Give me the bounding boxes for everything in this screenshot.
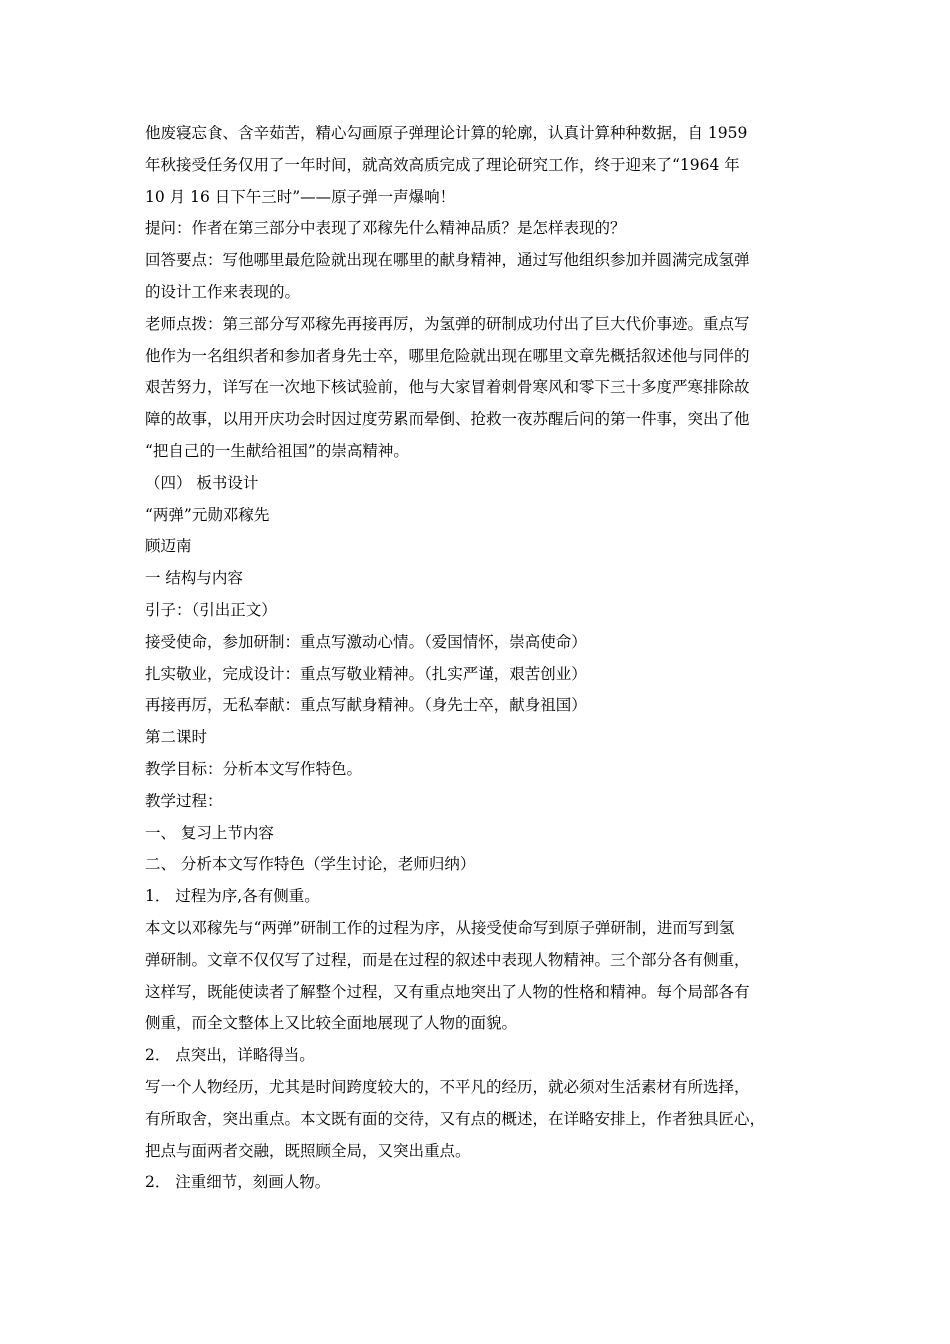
feature-2-text-2: 有所取舍，突出重点。本文既有面的交待，又有点的概述，在详略安排上，作者独具匠心， <box>145 1109 766 1128</box>
process-step-1: 一、 复习上节内容 <box>145 823 274 842</box>
teacher-note-line-1: 老师点拨：第三部分写邓稼先再接再厉，为氢弹的研制成功付出了巨大代价事迹。重点写 <box>145 314 750 333</box>
teaching-process-heading: 教学过程： <box>145 791 223 810</box>
text-line-1: 他废寝忘食、含辛茹苦，精心勾画原子弹理论计算的轮廓，认真计算种种数据，自 1959 <box>145 124 748 142</box>
board-item-2: 扎实敬业，完成设计：重点写敬业精神。（扎实严谨，艰苦创业） <box>145 664 587 683</box>
teacher-note-line-3: 艰苦努力，详写在一次地下核试验前，他与大家冒着刺骨寒风和零下三十多度严寒排除故 <box>145 378 750 397</box>
text-line-2: 年秋接受任务仅用了一年时间，就高效高质完成了理论研究工作，终于迎来了“1964 年 <box>145 155 740 174</box>
board-title: “两弹”元勋邓稼先 <box>145 505 270 524</box>
section-heading-board-design: （四） 板书设计 <box>145 473 259 492</box>
feature-1-heading: 1． 过程为序,各有侧重。 <box>145 887 320 906</box>
board-author: 顾迈南 <box>145 537 192 556</box>
answer-line-2: 的设计工作来表现的。 <box>145 282 301 301</box>
text-line-3: 10 月 16 日下午三时”——原子弹一声爆响！ <box>145 187 456 206</box>
feature-1-text-3: 这样写，既能使读者了解整个过程，又有重点地突出了人物的性格和精神。每个局部各有 <box>145 982 750 1001</box>
feature-2-text-3: 把点与面两者交融，既照顾全局，又突出重点。 <box>145 1141 471 1160</box>
answer-line-1: 回答要点：写他哪里最危险就出现在哪里的献身精神，通过写他组织参加并圆满完成氢弹 <box>145 251 750 270</box>
feature-1-text-2: 弹研制。文章不仅仅写了过程，而是在过程的叙述中表现人物精神。三个部分各有侧重， <box>145 950 750 969</box>
feature-2-text-1: 写一个人物经历，尤其是时间跨度较大的，不平凡的经历，就必须对生活素材有所选择， <box>145 1077 750 1096</box>
lesson-two-heading: 第二课时 <box>145 728 208 747</box>
process-step-2: 二、 分析本文写作特色（学生讨论，老师归纳） <box>145 855 476 874</box>
board-item-intro: 引子：（引出正文） <box>145 600 277 619</box>
document-body <box>145 118 815 1199</box>
board-item-1: 接受使命，参加研制：重点写激动心情。（爱国情怀，崇高使命） <box>145 632 587 651</box>
teaching-goal: 教学目标：分析本文写作特色。 <box>145 759 363 778</box>
feature-2-heading: 2． 点突出，详略得当。 <box>145 1046 315 1065</box>
feature-1-text-4: 侧重，而全文整体上又比较全面地展现了人物的面貌。 <box>145 1014 518 1033</box>
teacher-note-line-5: “把自己的一生献给祖国”的崇高精神。 <box>145 441 409 460</box>
board-item-3: 再接再厉，无私奉献：重点写献身精神。（身先士卒，献身祖国） <box>145 696 587 715</box>
question-line: 提问：作者在第三部分中表现了邓稼先什么精神品质？是怎样表现的？ <box>145 219 626 238</box>
teacher-note-line-4: 障的故事，以用开庆功会时因过度劳累而晕倒、抢救一夜苏醒后问的第一件事，突出了他 <box>145 410 750 429</box>
feature-3-heading: 2． 注重细节，刻画人物。 <box>145 1173 331 1192</box>
feature-1-text-1: 本文以邓稼先与“两弹”研制工作的过程为序，从接受使命写到原子弹研制，进而写到氢 <box>145 918 735 937</box>
board-structure-heading: 一 结构与内容 <box>145 569 243 588</box>
teacher-note-line-2: 他作为一名组织者和参加者身先士卒，哪里危险就出现在哪里文章先概括叙述他与同伴的 <box>145 346 750 365</box>
